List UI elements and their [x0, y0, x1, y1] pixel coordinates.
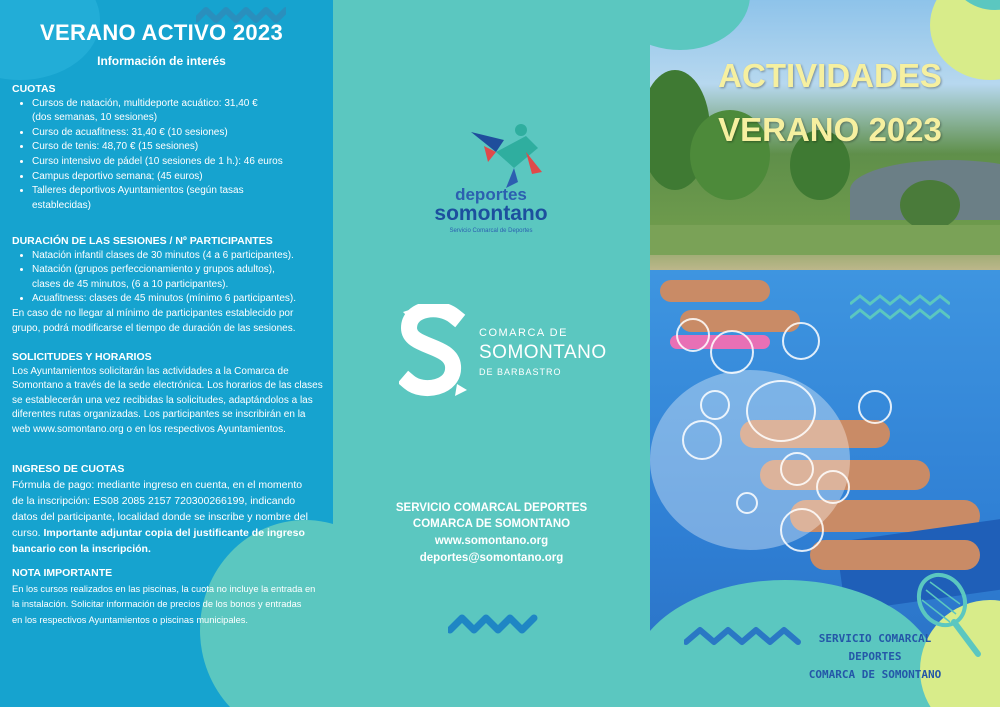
zigzag-icon: [684, 624, 804, 646]
bubble-icon: [746, 380, 816, 442]
logo-text: deportes: [455, 185, 527, 204]
comarca-text: COMARCA DE: [479, 327, 568, 339]
text-line: diferentes rutas organizadas. Los participantes se inscribirán en la: [12, 409, 306, 421]
duracion-section: [12, 234, 324, 336]
bubble-icon: [676, 318, 710, 352]
text-line: Somontano a través de la sede electrónica. Los horarios de las clases: [12, 380, 323, 392]
comarca-s-logo-icon: [399, 304, 469, 399]
list-item: • Campus deportivo semana; (45 euros): [32, 170, 324, 185]
page-title: VERANO ACTIVO 2023: [40, 20, 283, 45]
footer-line: COMARCA DE SOMONTANO: [808, 668, 942, 681]
text-line: bancario con la inscripción.: [12, 543, 151, 555]
bubble-icon: [710, 330, 754, 374]
list-item: • Natación infantil clases de 30 minutos (4 a 6 participantes).: [32, 249, 324, 264]
logo-text: somontano: [434, 202, 548, 225]
wave-icon: [850, 306, 950, 322]
bubble-icon: [700, 390, 730, 420]
footer-line: DEPORTES: [848, 650, 902, 663]
text-line: datos del participante, localidad donde se inscribe y nombre del: [12, 511, 308, 523]
note-line: En caso de no llegar al mínimo de participantes establecido por: [12, 307, 294, 319]
bubble-icon: [816, 470, 850, 504]
section-heading: SOLICITUDES Y HORARIOS: [12, 351, 152, 363]
email-link[interactable]: deportes@somontano.org: [419, 552, 564, 564]
ingreso-section: [12, 461, 324, 557]
solicitudes-section: [12, 350, 324, 438]
footer-line: SERVICIO COMARCAL: [818, 632, 932, 645]
page-subtitle: Información de interés: [97, 54, 226, 68]
nota-section: [12, 566, 324, 628]
cuotas-section: [12, 82, 324, 213]
bubble-icon: [782, 322, 820, 360]
section-heading: CUOTAS: [12, 83, 56, 95]
section-heading: NOTA IMPORTANTE: [12, 567, 113, 579]
text-line: Fórmula de pago: mediante ingreso en cuenta, en el momento: [12, 479, 303, 491]
list-item: • Cursos de natación, multideporte acuático: 31,40 € (dos semanas, 10 sesiones): [32, 97, 324, 126]
list-item: • Curso de tenis: 48,70 € (15 sesiones): [32, 140, 324, 155]
bubble-icon: [682, 420, 722, 460]
text-line: Los Ayuntamientos solicitarán las actividades a la Comarca de: [12, 365, 289, 377]
list-item: • Curso intensivo de pádel (10 sesiones de 1 h.): 46 euros: [32, 155, 324, 170]
logo-tagline: Servicio Comarcal de Deportes: [449, 228, 533, 234]
list-item: • Acuafitness: clases de 45 minutos (mínimo 6 participantes).: [32, 292, 324, 307]
zigzag-icon: [448, 612, 540, 634]
comarca-text: SOMONTANO: [479, 342, 607, 363]
text-line: de la inscripción: ES08 2085 2157 720300266199, indicando: [12, 495, 296, 507]
contact-line: SERVICIO COMARCAL DEPORTES: [395, 502, 588, 514]
comarca-text: DE BARBASTRO: [479, 367, 562, 377]
text-line: En los cursos realizados en las piscinas, la cuota no incluye la entrada en: [12, 583, 316, 594]
deportes-runner-icon: [466, 122, 546, 192]
cover-title: VERANO 2023: [718, 111, 942, 148]
bubble-icon: [736, 492, 758, 514]
text-line: en los respectivos Ayuntamientos o piscinas municipales.: [12, 614, 248, 625]
cover-panel: [650, 0, 1000, 707]
list-item: • Talleres deportivos Ayuntamientos (según tasas establecidas): [32, 184, 324, 213]
text-line: curso. Importante adjuntar copia del justificante de ingreso: [12, 527, 305, 539]
bubble-icon: [780, 508, 824, 552]
section-heading: INGRESO DE CUOTAS: [12, 463, 125, 475]
contact-panel: [333, 0, 650, 707]
list-item: • Natación (grupos perfeccionamiento y grupos adultos), clases de 45 minutos, (6 a 10 participantes).: [32, 263, 324, 292]
contact-line: COMARCA DE SOMONTANO: [412, 518, 571, 530]
bubble-icon: [780, 452, 814, 486]
bubble-icon: [858, 390, 892, 424]
section-heading: DURACIÓN DE LAS SESIONES / Nº PARTICIPANTES: [12, 235, 273, 247]
website-link[interactable]: www.somontano.org: [434, 535, 549, 547]
text-line: la instalación. Solicitar información de precios de los bonos y entradas: [12, 599, 302, 609]
text-line: se establecerán una vez recibidas la solicitudes, adaptándolos a las: [12, 394, 313, 406]
cover-title: ACTIVIDADES: [718, 57, 942, 94]
list-item: • Curso de acuafitness: 31,40 € (10 sesiones): [32, 126, 324, 141]
info-panel: [0, 0, 333, 707]
note-line: grupo, podrá modificarse el tiempo de duración de las sesiones.: [12, 322, 296, 334]
text-line: web www.somontano.org o en los respectivos Ayuntamientos.: [12, 423, 286, 435]
